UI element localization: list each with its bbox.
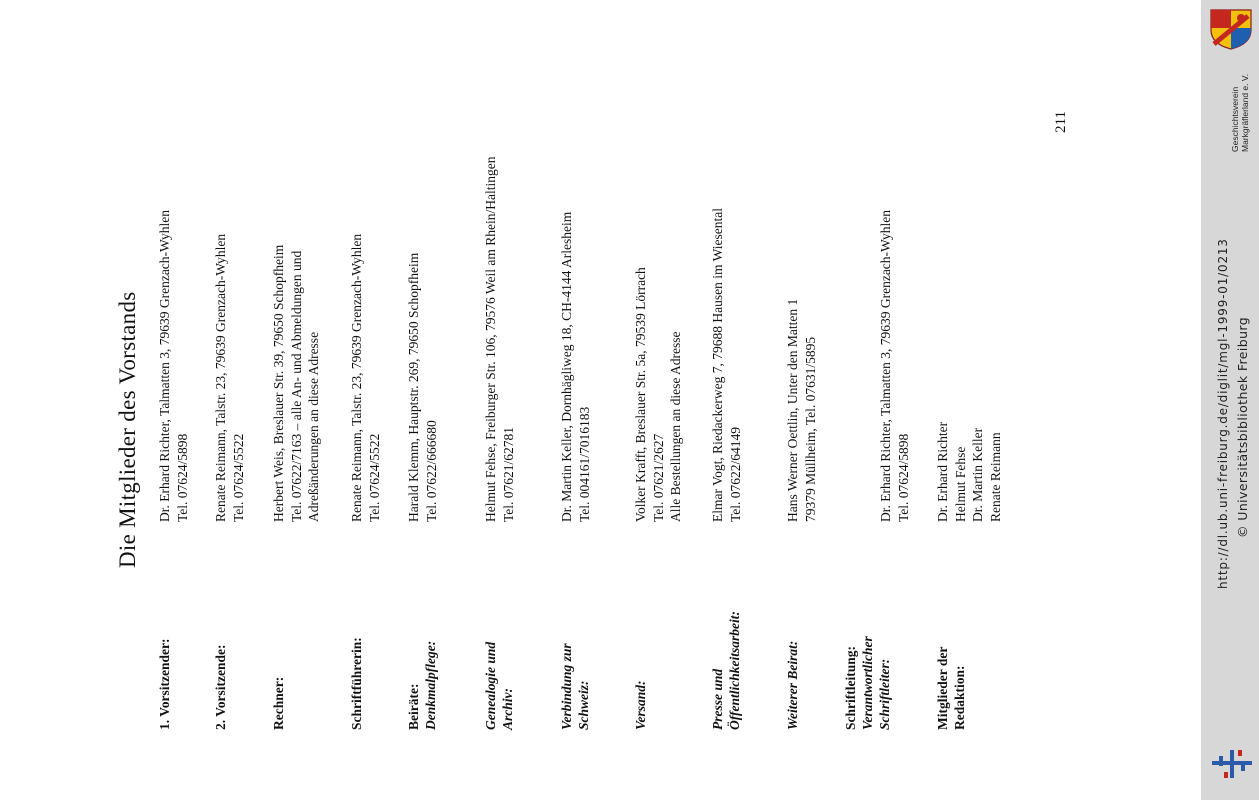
role-label-line: Rechner:: [271, 676, 286, 730]
role-label: [558, 530, 592, 730]
member-details: [405, 2, 440, 522]
role-label-line: 2. Vorsitzende:: [213, 644, 228, 730]
role-label-line: Schriftleiter:: [877, 658, 892, 730]
member-detail-line: Tel. 07622/666680: [423, 420, 439, 522]
role-label: [934, 530, 968, 730]
role-label: [212, 530, 229, 730]
coat-of-arms-icon: [1208, 8, 1254, 50]
role-label-line: Mitglieder der: [935, 646, 950, 730]
member-detail-line: Hans Werner Oettlin, Unter den Matten 1: [785, 298, 800, 522]
member-details: [934, 2, 1004, 522]
role-label-line: Schriftleitung:: [843, 646, 858, 730]
role-label-line: Weiterer Beirat:: [785, 640, 800, 730]
role-label: [709, 530, 743, 730]
member-details: [784, 2, 819, 522]
club-name-line1: Geschichtsverein: [1230, 86, 1240, 152]
member-details: [632, 2, 685, 522]
member-detail-line: Tel. 07622/7163 – alle An- und Abmeldungen und: [288, 250, 304, 522]
member-detail-line: Tel. 07624/5522: [366, 433, 382, 522]
member-detail-line: Alle Bestellungen an diese Adresse: [668, 331, 683, 522]
member-detail-line: Dr. Martin Keller: [970, 427, 985, 522]
role-label-line: Schweiz:: [576, 680, 591, 730]
member-detail-line: [842, 2, 860, 522]
member-detail-line: Dr. Erhard Richter: [935, 421, 950, 522]
member-detail-line: Dr. Erhard Richter, Talmatten 3, 79639 Grenzach-Wyhlen: [157, 210, 172, 522]
member-detail-line: Tel. 07621/62781: [500, 426, 516, 522]
role-label-line: Presse und: [710, 668, 725, 730]
member-details: [709, 2, 744, 522]
member-detail-line: Harald Klemm, Hauptstr. 269, 79650 Schopfheim: [406, 252, 421, 522]
member-detail-line: 79379 Müllheim, Tel. 07631/5895: [802, 336, 818, 522]
role-label-line: Beiräte:: [406, 683, 421, 730]
member-detail-line: Dr. Martin Keller, Dornhägliweg 18, CH-4144 Arlesheim: [559, 211, 574, 522]
member-detail-line: Renate Reimann: [987, 432, 1003, 522]
member-detail-line: Dr. Erhard Richter, Talmatten 3, 79639 Grenzach-Wyhlen: [878, 210, 893, 522]
member-detail-line: Adreßänderungen an diese Adresse: [306, 331, 321, 522]
role-label-line: Öffentlichkeitsarbeit:: [727, 611, 742, 730]
role-label-line: Redaktion:: [952, 665, 967, 730]
page-number: 211: [1053, 111, 1069, 133]
member-details: [348, 2, 383, 522]
document-url[interactable]: http://dl.ub.uni-freiburg.de/diglit/mgl-1999-01/0213: [1216, 238, 1230, 589]
role-label-line: Versand:: [633, 680, 648, 730]
role-label: [405, 530, 439, 730]
member-details: [212, 2, 247, 522]
role-label-line: Genealogie und: [483, 641, 498, 730]
member-details: [156, 2, 191, 522]
member-detail-line: Tel. 07622/64149: [727, 426, 743, 522]
member-details: [558, 2, 593, 522]
library-logo-icon[interactable]: [1210, 748, 1254, 780]
role-label: [482, 530, 516, 730]
member-detail-line: Elmar Vogt, Riedackerweg 7, 79688 Hausen im Wiesental: [710, 207, 725, 522]
member-detail-line: Renate Reimann, Talstr. 23, 79639 Grenzach-Wyhlen: [213, 233, 228, 522]
member-detail-line: Helmut Fehse, Freiburger Str. 106, 79576 Weil am Rhein/Haltingen: [483, 156, 498, 522]
role-label: [632, 530, 649, 730]
role-label: [348, 530, 365, 730]
role-label-line: Schriftführerin:: [349, 637, 364, 730]
member-details: [482, 2, 517, 522]
role-label-line: Denkmalpflege:: [423, 640, 438, 730]
role-label: [156, 530, 173, 730]
copyright-text: © Universitätsbibliothek Freiburg: [1235, 316, 1250, 538]
member-details: [270, 2, 323, 522]
member-detail-line: Tel. 004161/7016183: [576, 406, 592, 522]
member-detail-line: Volker Krafft, Breslauer Str. 5a, 79539 Lörrach: [633, 267, 648, 522]
member-detail-line: Renate Reimann, Talstr. 23, 79639 Grenzach-Wyhlen: [349, 233, 364, 522]
member-details: [842, 2, 912, 522]
member-detail-line: Herbert Weis, Breslauer Str. 39, 79650 Schopfheim: [271, 244, 286, 522]
member-detail-line: [860, 2, 878, 522]
role-label: [270, 530, 287, 730]
role-label-line: Verantwortlicher: [860, 636, 875, 730]
role-label: [842, 530, 893, 730]
member-detail-line: Tel. 07624/5898: [895, 433, 911, 522]
page-title: Die Mitglieder des Vorstands: [115, 291, 140, 568]
member-detail-line: Helmut Fehse: [952, 446, 968, 522]
role-label-line: Verbindung zur: [559, 643, 574, 730]
club-name-line2: Markgräflerland e. V.: [1240, 73, 1250, 152]
member-detail-line: Tel. 07624/5898: [174, 433, 190, 522]
role-label-line: Archiv:: [500, 688, 515, 730]
member-detail-line: Tel. 07624/5522: [230, 433, 246, 522]
member-detail-line: Tel. 07621/2627: [650, 433, 666, 522]
role-label: [784, 530, 801, 730]
role-label-line: 1. Vorsitzender:: [157, 638, 172, 730]
